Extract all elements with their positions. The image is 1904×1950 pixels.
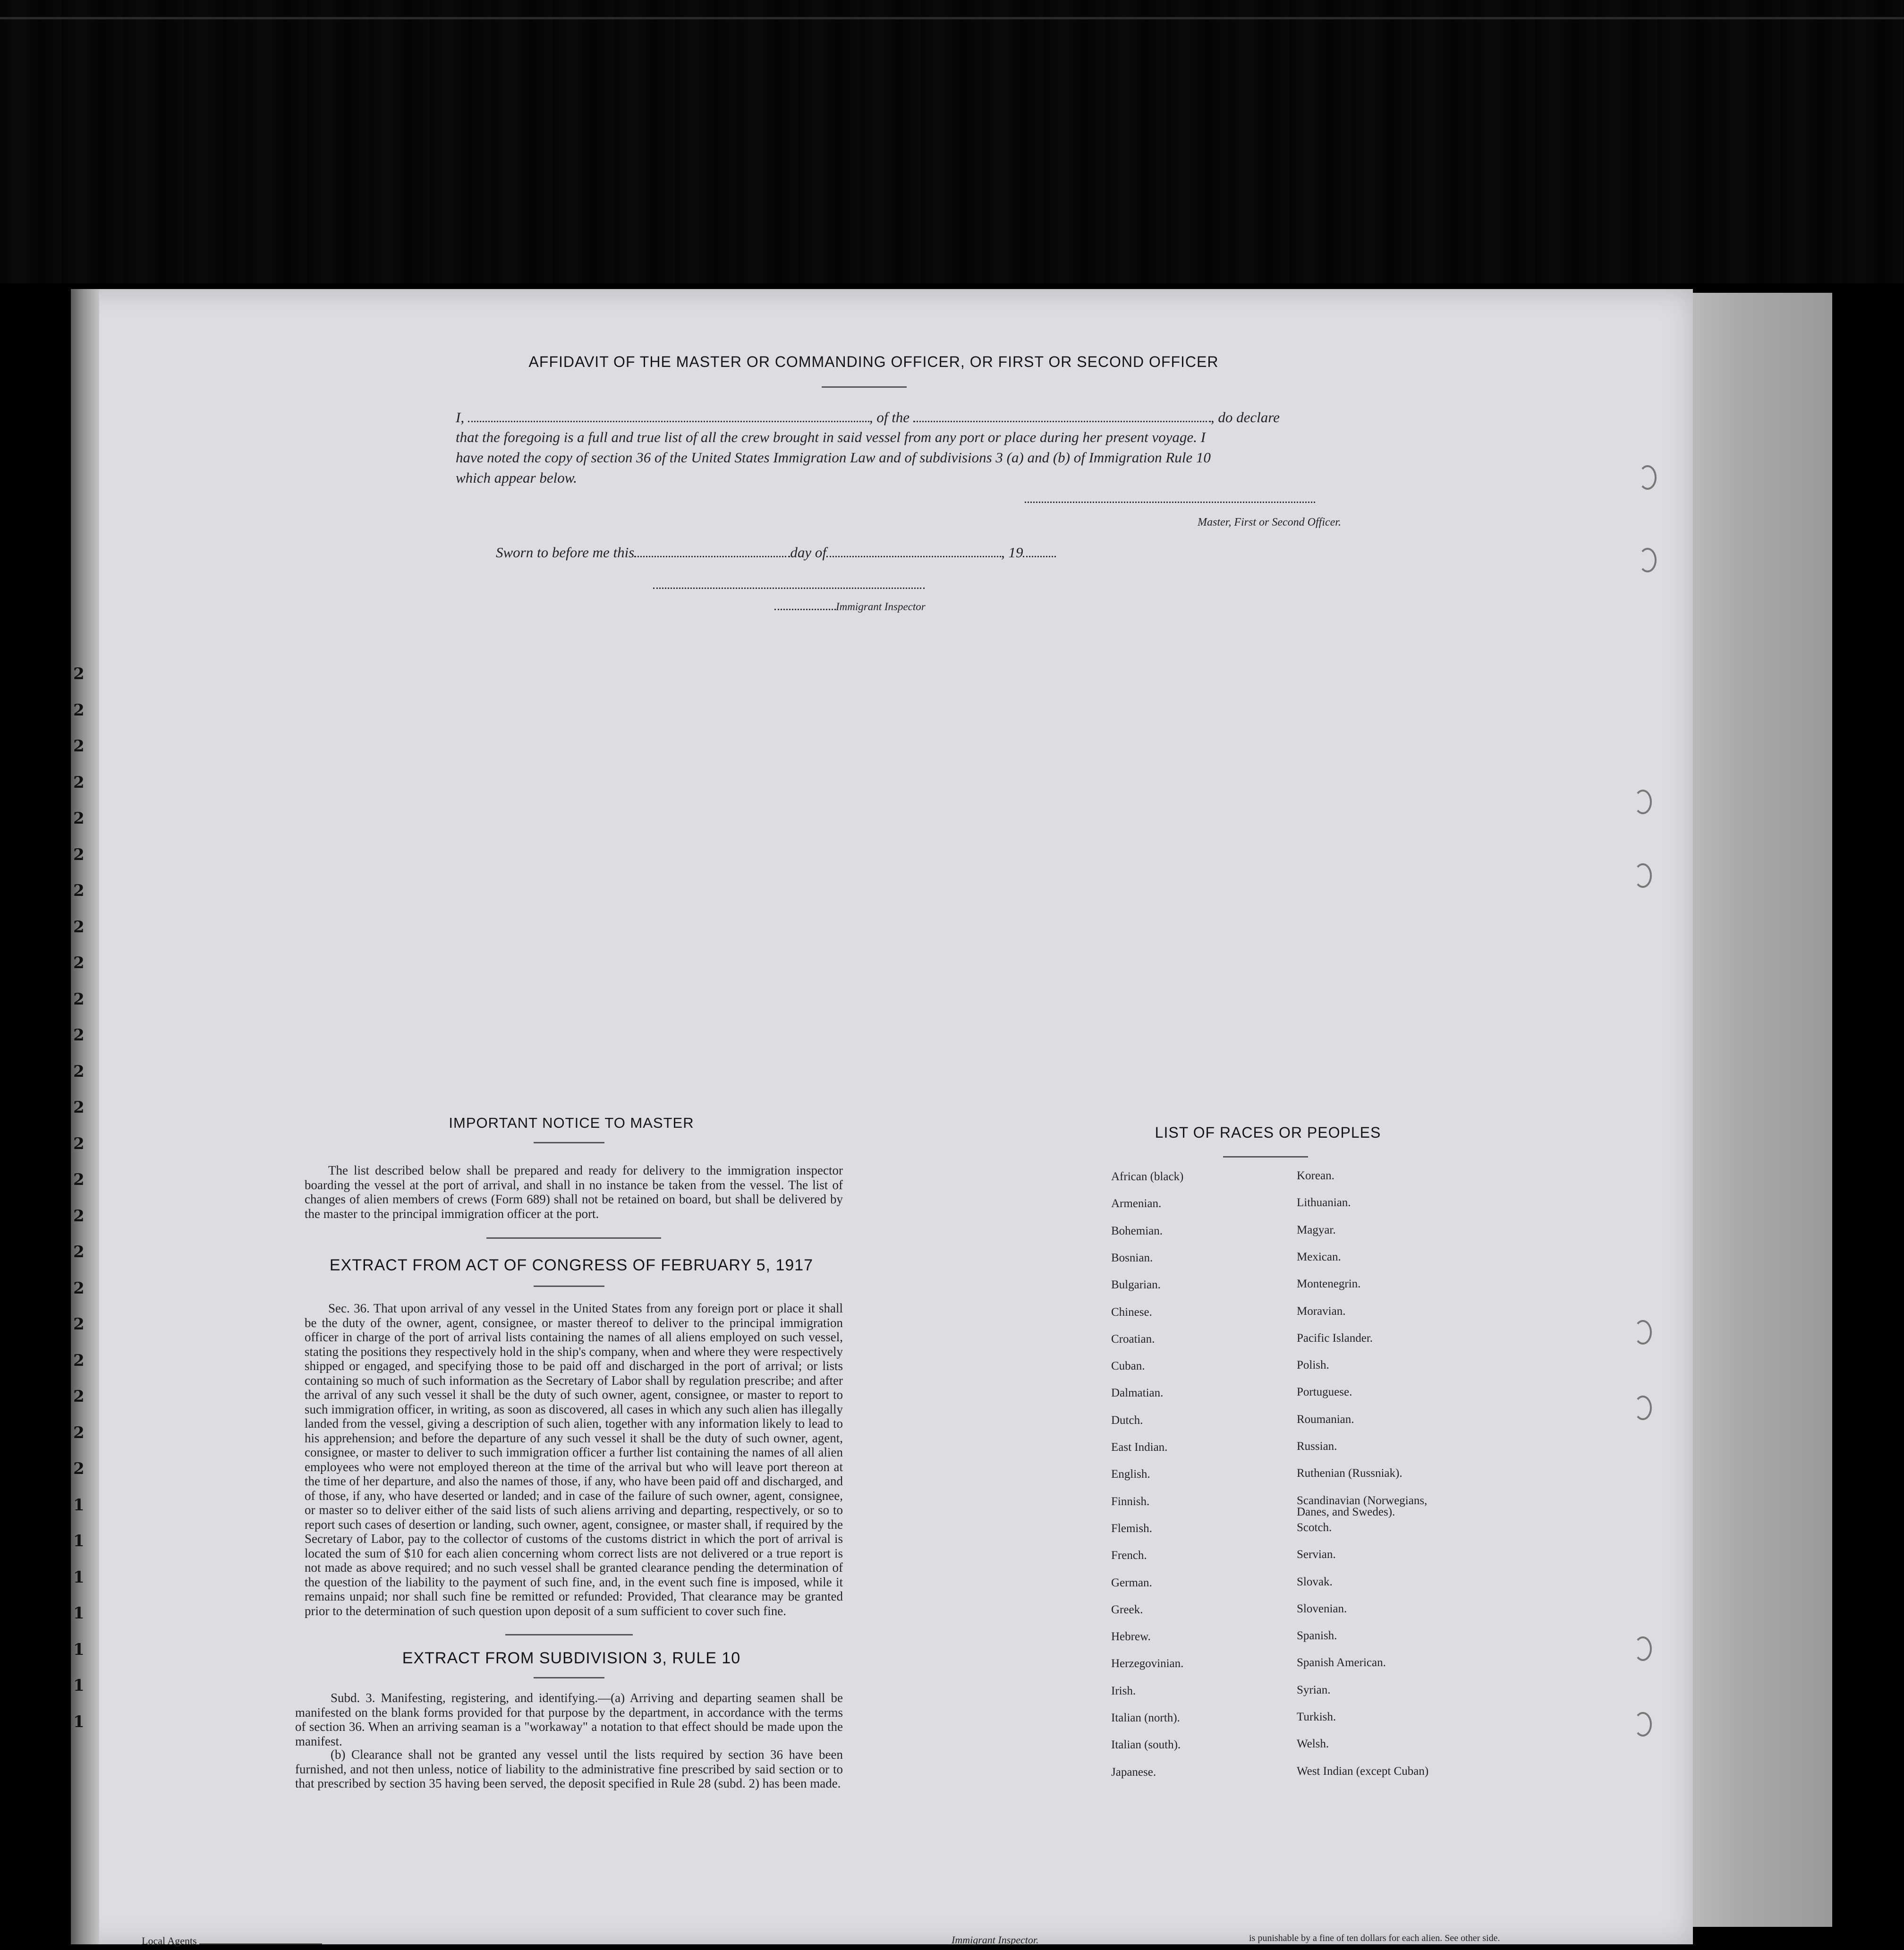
race-item: Spanish.	[1297, 1629, 1337, 1643]
margin-number: 2	[73, 954, 85, 972]
race-item: Cuban.	[1111, 1360, 1145, 1373]
binder-hole	[1639, 548, 1657, 572]
race-item: Armenian.	[1111, 1197, 1162, 1210]
race-item: Servian.	[1297, 1548, 1336, 1561]
affidavit-i: I,	[456, 409, 465, 426]
divider	[505, 1634, 633, 1635]
race-item: French.	[1111, 1549, 1147, 1562]
race-item: Chinese.	[1111, 1305, 1152, 1319]
act-body: Sec. 36. That upon arrival of any vessel in the United States from any foreign port or place it shall be the duty of the owner, agent, consignee, or master thereof to deliver to the principal immigration officer in charge of the port of arrival lists containing the names of all aliens employed on such vessel, stating the positions they respectively hold in the ship's company, when and where they were respectively shipped or engaged, and specifying those to be paid off and discharged in the port of arrival; or lists containing so much of such information as the Secretary of Labor shall by regulation prescribe; and after the arrival of any such vessel it shall be the duty of such owner, agent, consignee, or master to report to such immigration officer, in writing, as soon as discovered, all cases in which any such alien has illegally landed from the vessel, giving a description of such alien, together with any information likely to lead to his apprehension; and before the departure of any such vessel it shall be the duty of such owner, agent, consignee, or master to deliver to such immigration officer a further list containing the names of all alien employees who were not employed thereon at the time of the arrival but who will leave port thereon at the time of her departure, and also the names of those, if any, who have been paid off and discharged, and of those, if any, who have deserted or landed; and in case of the failure of such owner, agent, consignee, or master so to deliver either of the said lists of such aliens arriving and departing, respectively, or so to report such cases of desertion or landing, such owner, agent, consignee, or master shall, if required by the Secretary of Labor, pay to the collector of customs of the customs district in which the port of arrival is located the sum of $10 for each alien concerning whom correct lists are not delivered or a true report is not made as above required; and no such vessel shall be granted clearance pending the determination of the question of the liability to the payment of such fine, and, in the event such fine is imposed, while it remains unpaid; nor shall such fine be remitted or refunded: Provided, That clearance may be granted prior to the determination of such question upon deposit of a sum sufficient to cover such fine.	[305, 1301, 843, 1618]
affidavit-line-4: which appear below.	[456, 469, 577, 486]
margin-number: 2	[73, 809, 85, 828]
margin-number: 1	[73, 1604, 85, 1623]
margin-number: 2	[73, 1206, 85, 1226]
race-item: Herzegovinian.	[1111, 1657, 1184, 1670]
divider	[486, 1237, 661, 1239]
master-signature-caption: Master, First or Second Officer.	[1198, 516, 1341, 528]
race-item: Polish.	[1297, 1359, 1329, 1372]
race-item: Slovak.	[1297, 1575, 1333, 1588]
margin-number: 1	[73, 1532, 85, 1550]
binder-hole	[1634, 1396, 1652, 1420]
race-item: English.	[1111, 1468, 1150, 1481]
margin-number: 2	[73, 1459, 85, 1478]
race-item: Croatian.	[1111, 1332, 1155, 1345]
binder-hole	[1634, 1636, 1652, 1661]
margin-number: 2	[73, 1278, 85, 1298]
sworn-year-blank[interactable]	[1023, 556, 1056, 557]
binder-hole	[1634, 790, 1652, 814]
rule-para-a: Subd. 3. Manifesting, registering, and identifying.—(a) Arriving and departing seamen shall be manifested on the blank forms provided for that purpose by the department, in accordance with the terms of section 36. When an arriving seaman is a "workaway" a notation to that effect should be made upon the manifest.	[295, 1691, 843, 1748]
race-item: Portuguese.	[1297, 1386, 1352, 1399]
sworn-month-blank[interactable]	[826, 556, 1001, 557]
race-item: Bohemian.	[1111, 1224, 1163, 1237]
margin-number: 2	[73, 1026, 85, 1045]
race-item: Korean.	[1297, 1169, 1334, 1182]
inspector-caption: Immigrant Inspector	[836, 601, 926, 613]
margin-number: 1	[73, 1640, 85, 1659]
underlying-sheet	[1681, 293, 1832, 1927]
race-item: Welsh.	[1297, 1737, 1329, 1751]
margin-number: 2	[73, 1243, 85, 1261]
margin-number: 2	[73, 1423, 85, 1442]
notice-body: The list described below shall be prepared and ready for delivery to the immigration inspector boarding the vessel at the port of arrival, and shall in no instance be taken from the vessel. The list of changes of alien members of crews (Form 689) shall not be retained on board, but shall be delivered by the master to the principal immigration officer at the port.	[305, 1163, 843, 1221]
race-item: Ruthenian (Russniak).	[1297, 1467, 1402, 1480]
margin-number: 1	[73, 1495, 85, 1515]
race-item: Syrian.	[1297, 1683, 1331, 1696]
margin-number: 2	[73, 917, 85, 937]
scanner-background	[0, 0, 1904, 283]
margin-number: 2	[73, 773, 85, 792]
race-item: Spanish American.	[1297, 1656, 1386, 1669]
margin-number: 2	[73, 1170, 85, 1189]
day-of-label: day of	[790, 544, 826, 561]
race-item: Bosnian.	[1111, 1251, 1153, 1264]
race-item: Mexican.	[1297, 1250, 1341, 1263]
race-item: Slovenian.	[1297, 1602, 1347, 1615]
race-item: East Indian.	[1111, 1441, 1168, 1454]
binder-hole	[1634, 863, 1652, 888]
rule-para-b: (b) Clearance shall not be granted any vessel until the lists required by section 36 have been furnished, and not then unless, notice of liability to the administrative fine prescribed by said section or to that prescribed by section 35 having been served, the deposit specified in Rule 28 (subd. 2) has been made.	[295, 1747, 843, 1790]
margin-number: 2	[73, 1387, 85, 1406]
footer-fine-note: is punishable by a fine of ten dollars for each alien. See other side.	[1249, 1933, 1500, 1943]
affidavit-of-the: , of the	[869, 409, 910, 426]
sworn-day-blank[interactable]	[634, 556, 790, 557]
local-agents-line	[199, 1943, 322, 1944]
footer-inspector: Immigrant Inspector.	[952, 1934, 1039, 1946]
margin-number: 2	[73, 1098, 85, 1117]
margin-number: 2	[73, 989, 85, 1009]
vessel-blank[interactable]	[913, 421, 1211, 422]
margin-number: 2	[73, 845, 85, 864]
margin-number: 2	[73, 1351, 85, 1370]
master-signature-line[interactable]	[1025, 502, 1315, 503]
race-item: Greek.	[1111, 1603, 1143, 1616]
margin-number: 2	[73, 1062, 85, 1081]
margin-number: 2	[73, 664, 85, 683]
races-title: LIST OF RACES OR PEOPLES	[1155, 1124, 1381, 1141]
race-item: Russian.	[1297, 1440, 1337, 1453]
divider	[534, 1286, 604, 1287]
race-item: Moravian.	[1297, 1304, 1346, 1318]
race-item: Montenegrin.	[1297, 1277, 1361, 1291]
margin-number: 1	[73, 1712, 85, 1731]
name-blank[interactable]	[468, 421, 869, 422]
divider	[822, 386, 907, 388]
sworn-label: Sworn to before me this	[496, 544, 635, 561]
race-item: Magyar.	[1297, 1223, 1336, 1236]
local-agents-label: Local Agents	[142, 1935, 197, 1947]
race-item: African (black)	[1111, 1170, 1184, 1183]
rule-title: EXTRACT FROM SUBDIVISION 3, RULE 10	[402, 1649, 741, 1667]
race-item: Flemish.	[1111, 1522, 1152, 1535]
footer-local-agents	[142, 1935, 322, 1947]
race-item: Turkish.	[1297, 1711, 1336, 1723]
affidavit-line-3: have noted the copy of section 36 of the United States Immigration Law and of subdivisions 3 (a) and (b) of Immigration Rule 10	[456, 449, 1211, 466]
year-label: , 19	[1001, 544, 1023, 561]
inspector-caption-dots	[774, 609, 836, 610]
margin-number: 1	[73, 1567, 85, 1587]
race-item: Italian (south).	[1111, 1738, 1181, 1752]
race-item: Italian (north).	[1111, 1712, 1180, 1724]
binder-hole	[1634, 1320, 1652, 1345]
race-item: Pacific Islander.	[1297, 1331, 1373, 1345]
margin-number: 2	[73, 1134, 85, 1153]
race-item: Bulgarian.	[1111, 1278, 1161, 1292]
act-title: EXTRACT FROM ACT OF CONGRESS OF FEBRUARY 5, 1917	[329, 1256, 814, 1274]
race-item: Dutch.	[1111, 1414, 1143, 1427]
inspector-caption-row	[774, 601, 963, 613]
margin-number: 2	[73, 700, 85, 720]
affidavit-line-2: that the foregoing is a full and true list of all the crew brought in said vessel from any port or place during her present voyage. I	[456, 429, 1206, 445]
affidavit-do-declare: , do declare	[1210, 409, 1280, 426]
race-item: Japanese.	[1111, 1765, 1156, 1779]
divider	[534, 1142, 604, 1143]
affidavit-line-1	[456, 409, 1353, 426]
race-item: German.	[1111, 1576, 1152, 1589]
binder-hole	[1634, 1712, 1652, 1737]
affidavit-title: AFFIDAVIT OF THE MASTER OR COMMANDING OFFICER, OR FIRST OR SECOND OFFICER	[528, 353, 1219, 370]
race-item: Irish.	[1111, 1684, 1136, 1697]
divider	[1223, 1156, 1308, 1158]
race-item: Hebrew.	[1111, 1630, 1151, 1643]
race-item: West Indian (except Cuban)	[1297, 1764, 1429, 1778]
notice-title: IMPORTANT NOTICE TO MASTER	[449, 1115, 694, 1131]
binder-hole	[1639, 465, 1657, 490]
inspector-signature-line[interactable]	[653, 588, 925, 589]
race-item: Lithuanian.	[1297, 1196, 1351, 1209]
divider	[534, 1677, 604, 1678]
margin-number: 1	[73, 1676, 85, 1695]
race-item: Scandinavian (Norwegians, Danes, and Swedes).	[1297, 1494, 1428, 1518]
margin-number: 2	[73, 1315, 85, 1334]
scanner-edge-line	[0, 17, 1904, 19]
margin-number: 2	[73, 737, 85, 756]
race-item: Roumanian.	[1297, 1413, 1354, 1426]
margin-number: 2	[73, 881, 85, 900]
race-item: Dalmatian.	[1111, 1387, 1164, 1400]
race-item: Scotch.	[1297, 1521, 1332, 1534]
sworn-line	[496, 544, 1157, 561]
race-item: Finnish.	[1111, 1495, 1150, 1508]
